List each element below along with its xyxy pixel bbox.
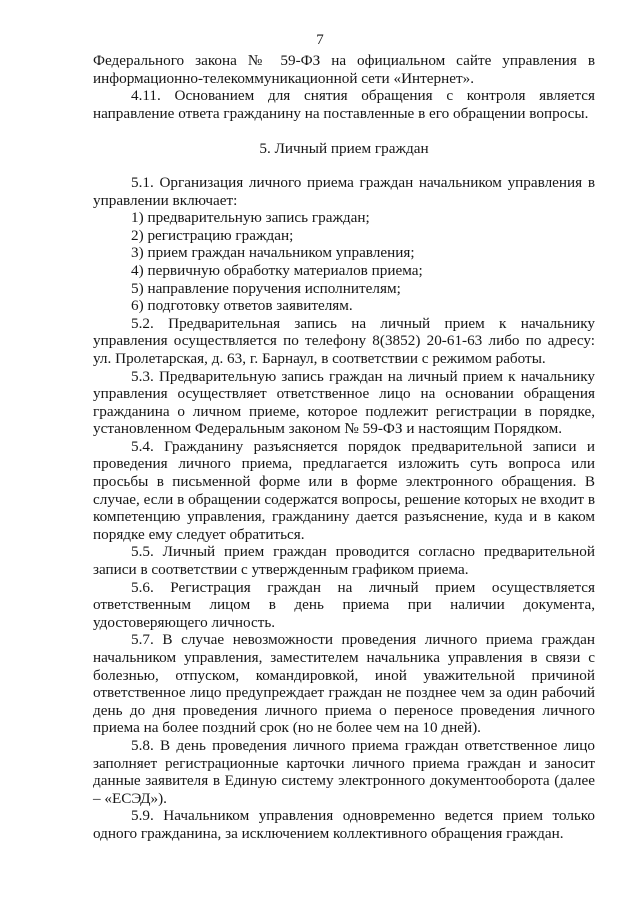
- paragraph-5-3: 5.3. Предварительную запись граждан на личный прием к начальнику управления осуществляет ответственное лицо на основании обращения гражданина о личном приеме, которое подлежит регистрации в порядке, установленном Федеральным законом № 59-ФЗ и настоящим Порядком.: [93, 367, 595, 438]
- continuation-paragraph: Федерального закона № 59-ФЗ на официальном сайте управления в информационно-телекоммуникационной сети «Интернет».: [93, 52, 595, 87]
- paragraph-5-2: 5.2. Предварительная запись на личный прием к начальнику управления осуществляется по телефону 8(3852) 20-61-63 либо по адресу: ул. Пролетарская, д. 63, г. Барнаул, в соответствии с режимом работы.: [93, 314, 595, 367]
- list-item: 6) подготовку ответов заявителям.: [131, 297, 353, 315]
- paragraph-5-9: 5.9. Начальником управления одновременно ведется прием только одного гражданина, за исключением коллективного обращения граждан.: [93, 807, 595, 842]
- list-item: 3) прием граждан начальником управления;: [131, 244, 415, 262]
- paragraph-5-1: 5.1. Организация личного приема граждан начальником управления в управлении включает:: [93, 173, 595, 209]
- paragraph-5-1-list: [93, 209, 595, 315]
- list-item: 1) предварительную запись граждан;: [131, 209, 370, 227]
- paragraph-5-8: 5.8. В день проведения личного приема граждан ответственное лицо заполняет регистрационные карточки личного приема граждан и заносит данные заявителя в Единую систему электронного документооборота (далее – «ЕСЭД»).: [93, 736, 595, 807]
- page-number: 7: [316, 32, 324, 48]
- document-body: [93, 52, 595, 843]
- section-heading: 5. Личный прием граждан: [259, 140, 429, 158]
- paragraph-5-4: 5.4. Гражданину разъясняется порядок предварительной записи и проведения личного приема, предлагается изложить суть вопроса или просьбы в письменной форме или в форме электронного обращения. В случае, если в обращении содержатся вопросы, решение которых не входит в компетенцию управления, гражданину дается разъяснение, куда и в каком порядке ему следует обратиться.: [93, 437, 595, 543]
- paragraph-5-7: 5.7. В случае невозможности проведения личного приема граждан начальником управления, заместителем начальника управления в связи с болезнью, отпуском, командировкой, иной уважительной причиной ответственное лицо предупреждает граждан не позднее чем за один рабочий день до дня проведения личного приема о переносе проведения личного приема на более поздний срок (но не более чем на 10 дней).: [93, 631, 595, 737]
- list-item: 4) первичную обработку материалов приема;: [131, 261, 423, 279]
- paragraph-5-5: 5.5. Личный прием граждан проводится согласно предварительной записи в соответствии с утвержденным графиком приема.: [93, 543, 595, 579]
- list-item: 5) направление поручения исполнителям;: [131, 279, 401, 297]
- list-item: 2) регистрацию граждан;: [131, 226, 294, 244]
- paragraph-5-6: 5.6. Регистрация граждан на личный прием осуществляется ответственным лицом в день приема при наличии документа, удостоверяющего личность.: [93, 578, 595, 631]
- paragraph-4-11: 4.11. Основанием для снятия обращения с контроля является направление ответа гражданину на поставленные в его обращении вопросы.: [93, 87, 595, 122]
